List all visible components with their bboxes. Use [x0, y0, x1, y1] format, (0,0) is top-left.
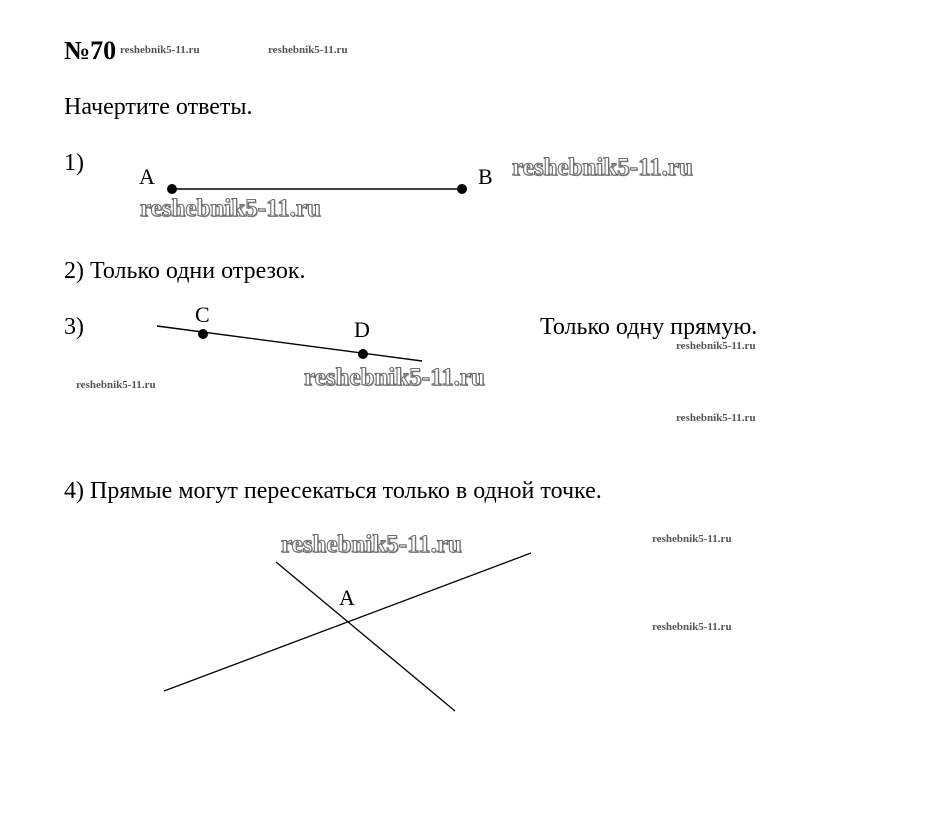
point-b-label: B: [478, 164, 493, 189]
point-c-dot: [198, 329, 208, 339]
point-b-dot: [457, 184, 467, 194]
watermark: reshebnik5-11.ru: [652, 533, 732, 545]
point-a-label: A: [139, 164, 155, 189]
instruction-text: Начертите ответы.: [64, 94, 253, 120]
item-2-text: 2) Только одни отрезок.: [64, 258, 306, 284]
watermark: reshebnik5-11.ru: [268, 44, 348, 56]
watermark: reshebnik5-11.ru: [76, 379, 156, 391]
point-d-dot: [358, 349, 368, 359]
watermark: reshebnik5-11.ru: [512, 154, 693, 181]
item-3-text: Только одну прямую.: [540, 314, 758, 340]
watermark: reshebnik5-11.ru: [281, 531, 462, 558]
intersection-point-label: A: [339, 585, 355, 610]
line-cd: [157, 326, 422, 361]
watermark: reshebnik5-11.ru: [652, 621, 732, 633]
item-1-number: 1): [64, 150, 84, 176]
line-2: [276, 562, 455, 711]
watermark: reshebnik5-11.ru: [676, 340, 756, 352]
watermark: reshebnik5-11.ru: [120, 44, 200, 56]
item-3-number: 3): [64, 314, 84, 340]
point-d-label: D: [354, 317, 370, 342]
watermark: reshebnik5-11.ru: [140, 195, 321, 222]
watermark: reshebnik5-11.ru: [676, 412, 756, 424]
point-a-dot: [167, 184, 177, 194]
exercise-number: №70: [64, 36, 117, 65]
item-4-text: 4) Прямые могут пересекаться только в одной точке.: [64, 478, 602, 504]
point-c-label: C: [195, 302, 210, 327]
watermark: reshebnik5-11.ru: [304, 364, 485, 391]
